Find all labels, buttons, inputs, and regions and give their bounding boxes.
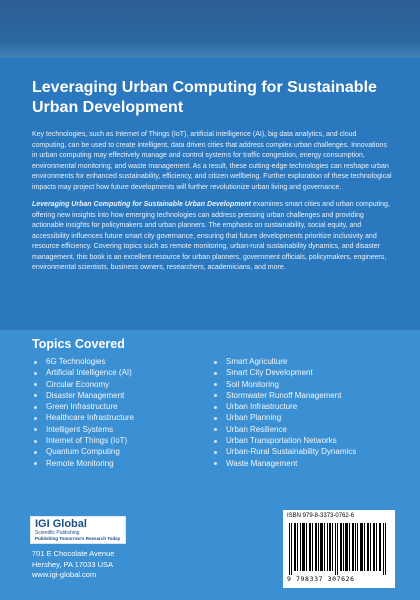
barcode-number: 9 798337 307626 [287, 575, 355, 583]
paragraph-2-text: examines smart cities and urban computing, offering new insights into how emerging technologies can address pressing urban challenges and providing actionable insights for policymakers and urban planners. The emphasis on sustainability, social equity, and accessibility influences future smart city governance, ensuring that future developments prioritize inclusivity and resource efficiency. Covering topics such as remote monitoring, urban-rural sustainability dynamics, and disaster management, this book is an excellent resource for urban planners, government officials, policymakers, engineers, environmental scientists, business owners, researchers, academicians, and more. [32, 201, 390, 271]
topic-item: Quantum Computing [32, 446, 212, 457]
publisher-logo-tagline: Publishing Tomorrow's Research Today [35, 536, 121, 541]
top-band [0, 0, 420, 58]
topic-item: Urban Planning [212, 412, 392, 423]
description-block [32, 78, 392, 274]
topic-item: Soil Monitoring [212, 379, 392, 390]
publisher-logo-name: IGI Global [35, 518, 87, 530]
description-paragraph-1: Key technologies, such as Internet of Things (IoT), artificial intelligence (AI), big data analytics, and cloud computing, can be used to create intelligent, data driven cities that address complex urban challenges. Innovations in urban computing may effectively manage and control systems for traffic congestion, energy consumption, environmental monitoring, and waste management. As a result, these cutting-edge technologies can reshape urban environments for enhanced sustainability, efficiency, and citizen wellbeing. Further exploration of these technological impacts may project how future developments will further revolutionize urban living and governance. [32, 131, 392, 191]
topic-item: 6G Technologies [32, 356, 212, 367]
title-line-1: Leveraging Urban Computing for Sustainable [32, 79, 377, 96]
address-line-2: Hershey, PA 17033 USA [32, 559, 114, 569]
topic-item: Stormwater Runoff Management [212, 390, 392, 401]
description-paragraph-2 [32, 200, 392, 274]
topic-item: Artificial Intelligence (AI) [32, 367, 212, 378]
topic-item: Circular Economy [32, 379, 212, 390]
topic-item: Internet of Things (IoT) [32, 435, 212, 446]
topic-item: Green Infrastructure [32, 401, 212, 412]
address-line-1: 701 E Chocolate Avenue [32, 549, 115, 558]
topic-item: Smart Agriculture [212, 356, 392, 367]
topic-item: Urban Infrastructure [212, 401, 392, 412]
topic-item: Urban Transportation Networks [212, 435, 392, 446]
topics-heading: Topics Covered [32, 337, 125, 351]
topic-item: Remote Monitoring [32, 458, 212, 469]
publisher-website: www.igi-global.com [32, 570, 97, 579]
paragraph-2-book-title: Leveraging Urban Computing for Sustainable Urban Development [32, 201, 251, 208]
topic-item: Smart City Development [212, 367, 392, 378]
title-line-2: Urban Development [32, 99, 184, 116]
topics-list [32, 356, 392, 469]
publisher-address [32, 549, 114, 581]
topic-item: Waste Management [212, 458, 392, 469]
isbn-barcode-box [283, 510, 395, 588]
topic-item: Disaster Management [32, 390, 212, 401]
book-title [32, 78, 392, 118]
topic-item: Intelligent Systems [32, 424, 212, 435]
isbn-label: ISBN 979-8-3373-0762-6 [287, 513, 355, 519]
topic-item: Urban Resilience [212, 424, 392, 435]
topics-column-left [32, 356, 212, 469]
topic-item: Urban-Rural Sustainability Dynamics [212, 446, 392, 457]
publisher-logo [30, 516, 126, 544]
topic-item: Healthcare Infrastructure [32, 412, 212, 423]
barcode-bars [287, 523, 391, 575]
topics-column-right [212, 356, 392, 469]
publisher-logo-subtitle: Scientific Publishing [35, 530, 80, 536]
